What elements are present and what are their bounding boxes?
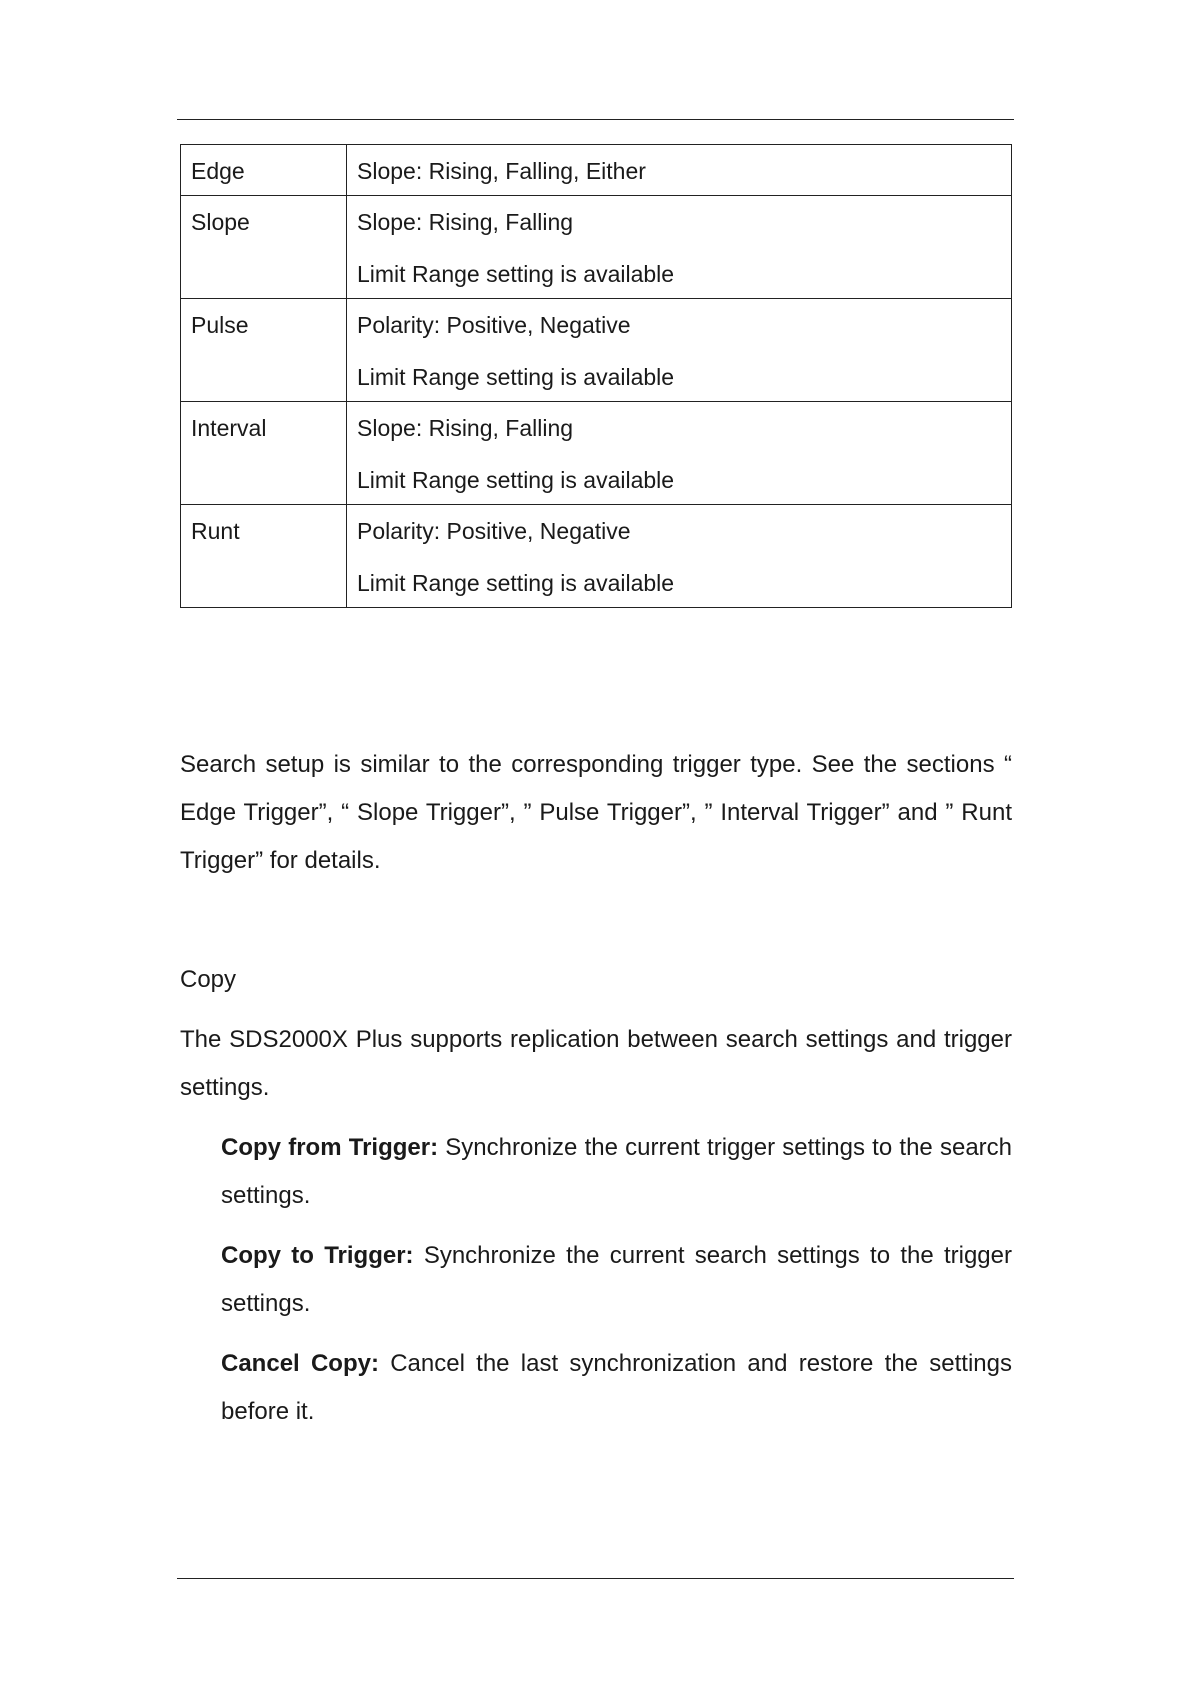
type-cell-edge: Edge (181, 145, 347, 196)
type-cell-slope: Slope (181, 196, 347, 299)
copy-from-trigger-text: Synchronize the current trigger settings to the search settings. (221, 1134, 1013, 1209)
description-line: Limit Range setting is available (357, 364, 675, 390)
copy-to-trigger-text: Synchronize the current search settings to the trigger settings. (221, 1242, 1012, 1317)
header-rule (177, 119, 1014, 120)
table-row (181, 196, 1012, 299)
type-cell-runt: Runt (181, 505, 347, 608)
copy-from-trigger-item (221, 1124, 1012, 1220)
footer-rule (177, 1578, 1014, 1579)
cancel-copy-term: Cancel Copy: (221, 1350, 379, 1377)
copy-from-trigger-term: Copy from Trigger: (221, 1134, 439, 1161)
description-cell (347, 402, 1012, 505)
description-line: Limit Range setting is available (357, 467, 675, 493)
table-row (181, 402, 1012, 505)
description-line: Polarity: Positive, Negative (357, 518, 631, 544)
table-row (181, 299, 1012, 402)
cancel-copy-text: Cancel the last synchronization and restore the settings before it. (221, 1350, 1012, 1425)
table-row (181, 505, 1012, 608)
type-cell-interval: Interval (181, 402, 347, 505)
table-row (181, 145, 1012, 196)
copy-intro-paragraph: The SDS2000X Plus supports replication between search settings and trigger settings. (180, 1026, 1012, 1101)
description-line: Slope: Rising, Falling (357, 415, 574, 441)
search-setup-paragraph: Search setup is similar to the corresponding trigger type. See the sections “ Edge Trigger”, “ Slope Trigger”, ” Pulse Trigger”, ” Interval Trigger” and ” Runt Trigger” for details. (180, 751, 1012, 874)
type-cell-pulse: Pulse (181, 299, 347, 402)
copy-to-trigger-term: Copy to Trigger: (221, 1242, 414, 1269)
cancel-copy-item (221, 1340, 1012, 1436)
copy-heading: Copy (180, 966, 237, 993)
search-type-table (180, 144, 1012, 608)
description-cell (347, 505, 1012, 608)
description-line: Limit Range setting is available (357, 261, 675, 287)
description-cell (347, 196, 1012, 299)
description-cell (347, 299, 1012, 402)
copy-to-trigger-item (221, 1232, 1012, 1328)
description-line: Slope: Rising, Falling (357, 209, 574, 235)
description-line: Limit Range setting is available (357, 570, 675, 596)
description-cell (347, 145, 1012, 196)
description-line: Slope: Rising, Falling, Either (357, 158, 646, 184)
description-line: Polarity: Positive, Negative (357, 312, 631, 338)
